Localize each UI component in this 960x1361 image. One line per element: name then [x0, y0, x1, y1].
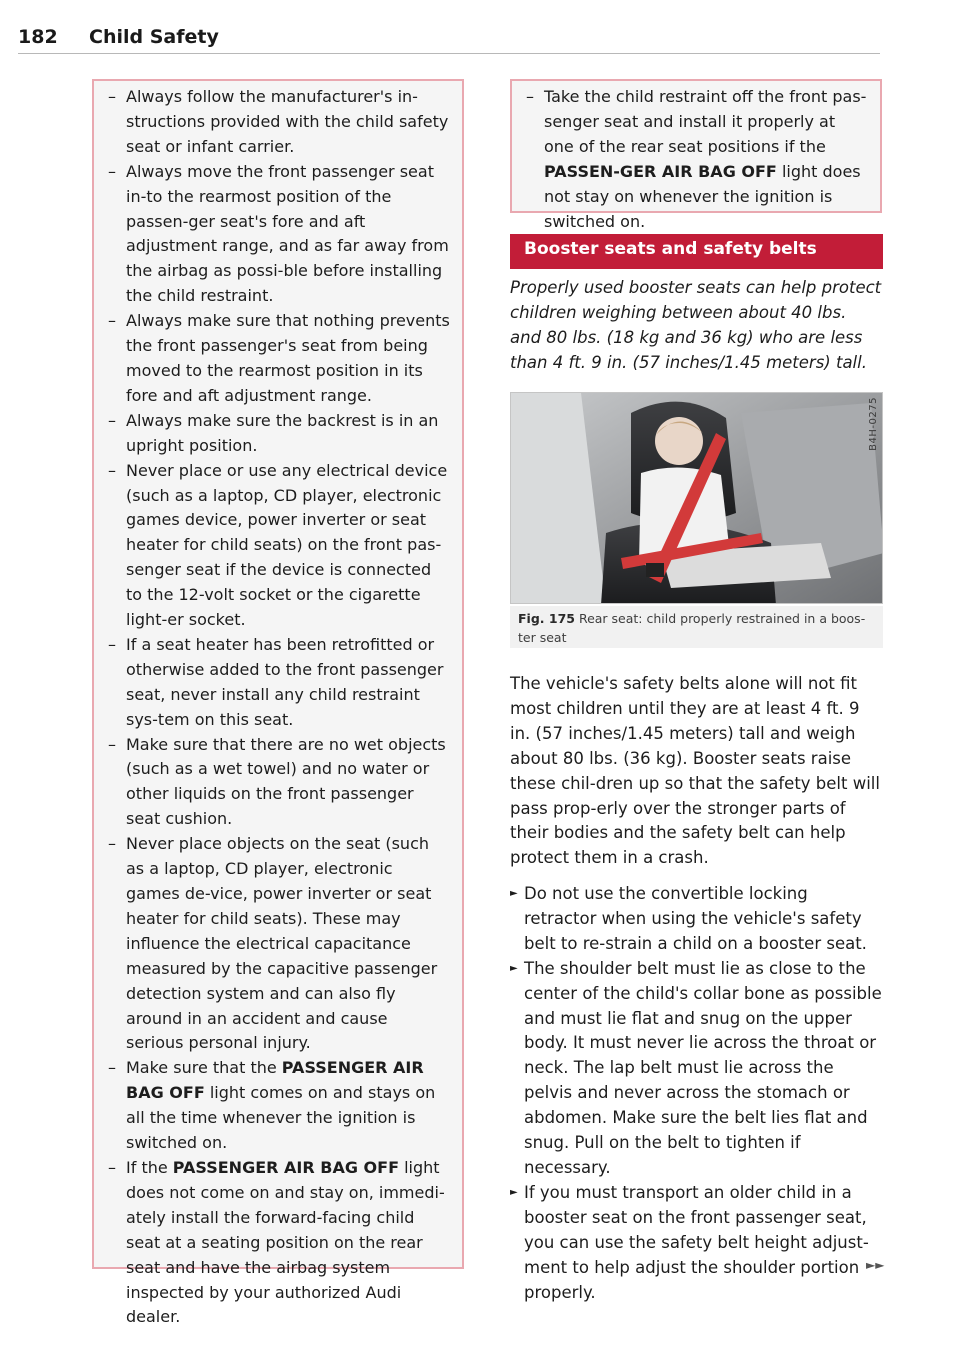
warning-item [526, 85, 868, 234]
instruction-item: ► Do not use the convertible locking retractor when using the vehicle's safety belt to re-strain a child on a booster seat. [510, 882, 882, 957]
warning-text: If the [126, 1157, 173, 1177]
belt-buckle [646, 563, 664, 577]
warning-item: – Always follow the manufacturer's in-structions provided with the child safety seat or infant carrier. [108, 85, 450, 160]
figure-caption-text: Rear seat: child properly restrained in a boos-ter seat [518, 611, 866, 645]
warning-item: – Never place or use any electrical device (such as a laptop, CD player, electronic games device, power inverter or seat heater for child seats) on the front pas-senger seat if the device is connected to the 12-volt socket or the cigarette light-er socket. [108, 459, 450, 633]
chapter-title: Child Safety [89, 26, 219, 48]
figure-caption [510, 606, 883, 648]
warning-item [108, 1056, 450, 1156]
warning-text: Make sure that the [126, 1058, 282, 1078]
figure-code: B4H-0275 [868, 397, 879, 451]
warning-text: light does not come on and stay on, immedi-ately install the forward-facing child seat at a seating position on the rear seat and have the airbag system inspected by your authorized Audi dealer. [126, 1157, 445, 1327]
warning-light-name: PASSENGER AIR BAG OFF [126, 1058, 424, 1103]
warning-box-left [92, 79, 464, 1327]
warning-item: – Always make sure the backrest is in an upright position. [108, 409, 450, 459]
booster-seat-illustration [511, 393, 883, 604]
child-head [655, 417, 703, 465]
instruction-item: ► If you must transport an older child in a booster seat on the front passenger seat, you can use the safety belt height adjust-ment to help adjust the shoulder portion properly. [510, 1181, 882, 1306]
warning-text: Take the child restraint off the front pas-senger seat and install it properly at one of the rear seat positions if the [544, 87, 867, 156]
warning-item: – Never place objects on the seat (such as a laptop, CD player, electronic games de-vice, power inverter or seat heater for child seats). These may influence the electrical capacitance measured by the capacitive passenger detection system and can also fly around in an accident and cause serious personal injury. [108, 832, 450, 1056]
warning-light-name: PASSENGER AIR BAG OFF [172, 1157, 399, 1177]
figure-booster-seat [510, 392, 883, 604]
instruction-list [510, 882, 885, 1305]
warning-text: light does not stay on whenever the ignition is switched on. [544, 161, 861, 231]
warning-text: light comes on and stays on all the time whenever the ignition is switched on. [126, 1083, 436, 1153]
page-header [18, 24, 880, 54]
section-intro: Properly used booster seats can help protect children weighing between about 40 lbs. and 80 lbs. (18 kg and 36 kg) who are less than 4 ft. 9 in. (57 inches/1.45 meters) tall. [510, 278, 882, 372]
warning-box-right [510, 79, 882, 231]
warning-item: – Always move the front passenger seat in-to the rearmost position of the passen-ger seat's fore and aft adjustment range, and as far away from the airbag as possi-ble before installing the child restraint. [108, 160, 450, 309]
body-paragraph: The vehicle's safety belts alone will not fit most children until they are at least 4 ft. 9 in. (57 inches/1.45 meters) tall and weigh about 80 lbs. (36 kg). Booster seats raise these chil-dren up so that the safety belt will pass prop-erly over the stronger parts of their bodies and the safety belt can help protect them in a crash. [510, 674, 880, 868]
warning-list [526, 85, 868, 234]
warning-item: – If a seat heater has been retrofitted or otherwise added to the front passenger seat, never install any child restraint sys-tem on this seat. [108, 633, 450, 733]
section-title: Booster seats and safety belts [510, 234, 883, 269]
instruction-item: ► The shoulder belt must lie as close to the center of the child's collar bone as possible and must lie flat and snug on the upper body. It must never lie across the throat or neck. The lap belt must lie across the pelvis and never across the stomach or abdomen. Make sure the belt lies flat and snug. Pull on the belt to tighten if necessary. [510, 957, 882, 1181]
continue-arrow-icon: ►► [866, 1258, 885, 1272]
page-number: 182 [18, 26, 58, 48]
warning-item: – Always make sure that nothing prevents the front passenger's seat from being moved to the rearmost position in its fore and aft adjustment range. [108, 309, 450, 409]
warning-item [108, 1156, 450, 1330]
warning-item: – Make sure that there are no wet objects (such as a wet towel) and no water or other liquids on the front passenger seat cushion. [108, 733, 450, 833]
warning-list [108, 85, 450, 1330]
warning-light-name: PASSEN-GER AIR BAG OFF [544, 161, 777, 181]
figure-label: Fig. 175 [518, 611, 575, 626]
